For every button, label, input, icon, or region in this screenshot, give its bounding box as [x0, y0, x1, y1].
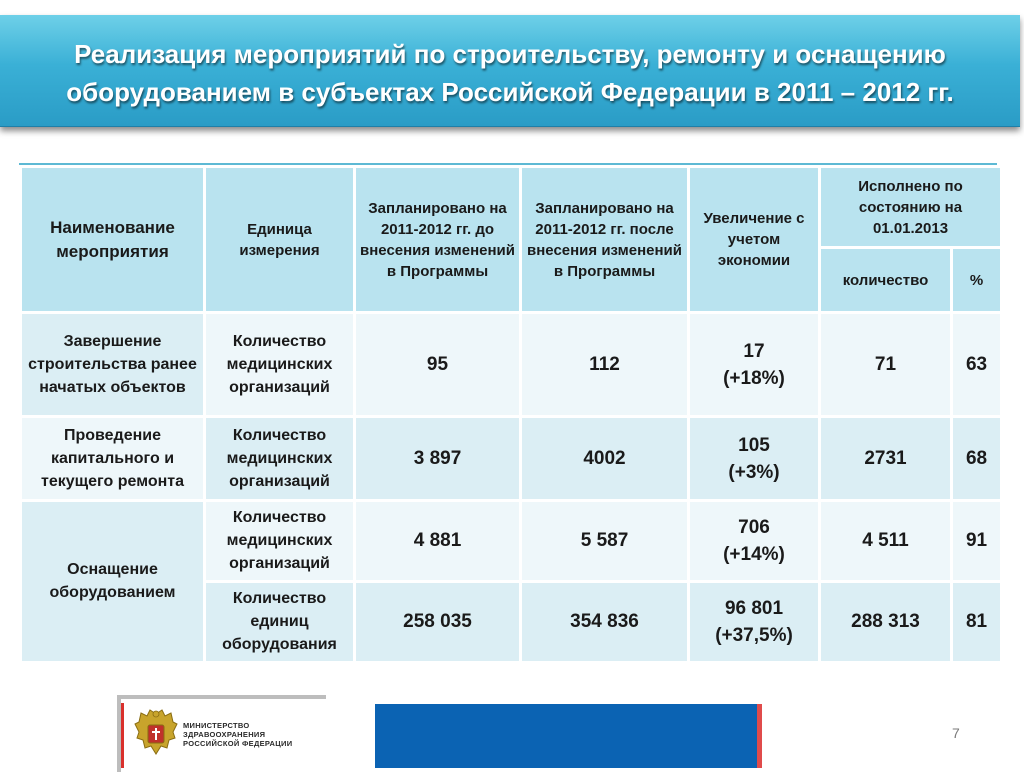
- logo-red-stripe: [121, 703, 124, 768]
- ministry-line2: ЗДРАВООХРАНЕНИЯ: [183, 730, 266, 739]
- header-done-count: количество: [821, 249, 950, 311]
- cell-planned-after: 354 836: [522, 583, 687, 661]
- increase-percent: (+3%): [728, 461, 780, 483]
- table-container: [19, 165, 997, 664]
- cell-planned-before: 95: [356, 314, 519, 415]
- ministry-name: [183, 721, 323, 748]
- data-table: [19, 165, 1003, 664]
- slide-title: [20, 35, 1000, 111]
- cell-done-pct: 81: [953, 583, 1000, 661]
- increase-percent: (+37,5%): [715, 624, 793, 646]
- title-band: [0, 15, 1020, 127]
- increase-value: 96 801: [724, 597, 784, 619]
- cell-unit: Количество медицинских организаций: [206, 314, 353, 415]
- ministry-line1: МИНИСТЕРСТВО: [183, 721, 250, 730]
- slide-title-line2: оборудованием в субъектах Российской Федерации в 2011 – 2012 гг.: [66, 77, 954, 107]
- cell-done-count: 71: [821, 314, 950, 415]
- cell-done-count: 288 313: [821, 583, 950, 661]
- table-row: [22, 418, 1000, 498]
- cell-done-pct: 91: [953, 502, 1000, 580]
- cell-done-pct: 63: [953, 314, 1000, 415]
- header-name: Наименование мероприятия: [22, 168, 203, 311]
- header-done-pct: %: [953, 249, 1000, 311]
- cell-planned-after: 5 587: [522, 502, 687, 580]
- increase-percent: (+14%): [723, 543, 785, 565]
- cell-increase: [690, 314, 818, 415]
- cell-increase: [690, 502, 818, 580]
- cell-done-pct: 68: [953, 418, 1000, 498]
- header-unit: Единица измерения: [206, 168, 353, 311]
- ministry-line3: РОССИЙСКОЙ ФЕДЕРАЦИИ: [183, 739, 293, 748]
- header-increase: Увеличение с учетом экономии: [690, 168, 818, 311]
- cell-name: Оснащение оборудованием: [22, 502, 203, 661]
- table-row: [22, 502, 1000, 580]
- table-row: [22, 314, 1000, 415]
- cell-unit: Количество единиц оборудования: [206, 583, 353, 661]
- slide-title-line1: Реализация мероприятий по строительству, ремонту и оснащению: [74, 39, 946, 69]
- cell-name: Завершение строительства ранее начатых объектов: [22, 314, 203, 415]
- increase-value: 105: [738, 434, 770, 456]
- cell-planned-after: 112: [522, 314, 687, 415]
- header-done-group: Исполнено по состоянию на 01.01.2013: [821, 168, 1000, 246]
- cell-planned-before: 4 881: [356, 502, 519, 580]
- double-headed-eagle-icon: [133, 708, 179, 760]
- cell-planned-before: 3 897: [356, 418, 519, 498]
- cell-unit: Количество медицинских организаций: [206, 418, 353, 498]
- footer-blue-block: [375, 704, 757, 768]
- cell-planned-before: 258 035: [356, 583, 519, 661]
- header-planned-after: Запланировано на 2011-2012 гг. после внесения изменений в Программы: [522, 168, 687, 311]
- page-number: 7: [952, 725, 960, 741]
- increase-value: 17: [743, 340, 765, 362]
- footer-red-stripe: [757, 704, 762, 768]
- cell-increase: [690, 583, 818, 661]
- cell-done-count: 2731: [821, 418, 950, 498]
- cell-name: Проведение капитального и текущего ремонта: [22, 418, 203, 498]
- cell-done-count: 4 511: [821, 502, 950, 580]
- cell-planned-after: 4002: [522, 418, 687, 498]
- header-planned-before: Запланировано на 2011-2012 гг. до внесения изменений в Программы: [356, 168, 519, 311]
- increase-value: 706: [738, 516, 770, 538]
- increase-percent: (+18%): [723, 367, 785, 389]
- cell-unit: Количество медицинских организаций: [206, 502, 353, 580]
- cell-increase: [690, 418, 818, 498]
